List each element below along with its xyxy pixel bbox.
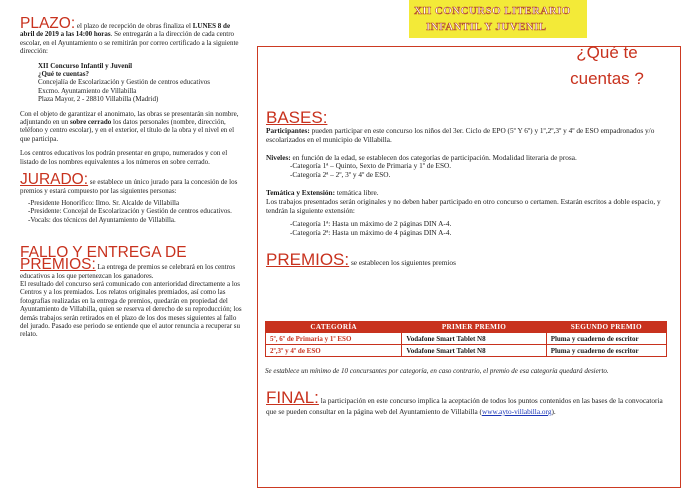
plazo-address [20, 62, 242, 104]
left-column [20, 15, 242, 339]
niveles-body: en función de la edad, se establecen dos categorías de participación. Modalidad literaria de prosa. [290, 152, 577, 162]
address-line: Excmo. Ayuntamiento de Villabilla [38, 86, 137, 95]
address-line: Concejalía de Escolarización y Gestión de centros educativos [38, 78, 211, 87]
table-cell: Vodafone Smart Tablet N8 [402, 345, 546, 357]
website-link[interactable]: www.ayto-villabilla.org [481, 407, 552, 416]
participantes-body: pueden participar en este concurso los niños del 3er. Ciclo de EPO (5º Y 6º) y 1º,2º,3º y 4º de ESO empadronados y/o escolarizados en el municipio de Villabilla. [266, 126, 655, 144]
address-line: XII Concurso Infantil y Juvenil [38, 61, 133, 70]
jurado-member: -Presidente Honorífico: Ilmo. Sr. Alcalde de Villabilla [28, 198, 180, 207]
fallo-body: El resultado del concurso será comunicado con anterioridad directamente a los Centros y a los premiados. Los relatos originales premiados, así como las fotografías realizadas en la entrega de premios, quedarán en propiedad del Ayuntamiento de Villabilla, quien se reserva el derecho de su reproducción; los demás trabajos serán retirados en el plazo de los dos meses siguientes al fallo del jurado. Pasado ese periodo se entiende que el autor renuncia a recuperar su relato. [20, 279, 242, 339]
table-cell: 2º,3º y 4º de ESO [266, 345, 402, 357]
tagline [552, 40, 662, 92]
anon-text-b: los datos personales (nombre, dirección, teléfono y centro escolar), y en el exterior, el título de la obra y el nivel en el que participa. [20, 118, 235, 143]
fallo-title-premios: PREMIOS: [20, 256, 96, 274]
premios-title: PREMIOS: [266, 249, 350, 269]
final-text: la participación en este concurso implica la aceptación de todos los puntos contenidos en las bases de la convocatoria que se pueden consultar en la página web del Ayuntamiento de Villabilla ( [266, 396, 663, 416]
header-cell: CATEGORÍA [266, 322, 402, 333]
plazo-anonymity [20, 110, 242, 144]
tematica-body: temática libre. [335, 187, 379, 197]
tematica-label: Temática y Extensión: [266, 187, 336, 197]
participantes-text [266, 127, 670, 145]
table-row [266, 345, 667, 357]
fallo-inline: La entrega de premios se celebrará en los centros educativos a los que pertenezcan los ganadores. [20, 263, 236, 280]
table-cell: Vodafone Smart Tablet N8 [402, 333, 546, 345]
jurado-title: JURADO: [20, 171, 89, 189]
header-cell: SEGUNDO PREMIO [546, 322, 666, 333]
jurado-members [20, 199, 242, 224]
extension-item: -Categoría 2ª: Hasta un máximo de 4 páginas DIN A-4. [290, 228, 452, 238]
jurado-section [20, 171, 242, 195]
tematica-rules: Los trabajos presentados serán originales y no deben haber participado en otro concurso o certamen. Estarán escritos a doble espacio, y tendrán la siguiente extensión: [266, 196, 661, 215]
final-title: FINAL: [266, 388, 319, 407]
final-end: ). [551, 407, 556, 416]
category-item: -Categoría 1ª – Quinto, Sexto de Primaria y 1º de ESO. [290, 161, 452, 171]
tagline-line-1: ¿Qué te [576, 43, 638, 62]
plazo-intro-b: . Se entregarán a la dirección de cada centro escolar, en el Ayuntamiento o se remitirán por correo certificado a la siguiente dirección: [20, 30, 239, 56]
bases-title: BASES: [266, 108, 328, 127]
jurado-intro: se establece un único jurado para la concesión de los premios y estará compuesto por las siguientes personas: [20, 178, 238, 195]
banner-line-2: INFANTIL Y JUVENIL [426, 21, 547, 33]
jurado-member: -Presidente: Concejal de Escolarización y Gestión de centros educativos. [28, 207, 232, 216]
category-item: -Categoría 2ª – 2º, 3º y 4º de ESO. [290, 170, 391, 180]
prizes-table [265, 321, 667, 357]
tagline-line-2: cuentas ? [570, 69, 644, 88]
participantes-label: Participantes: [266, 126, 310, 135]
plazo-centers: Los centros educativos los podrán presentar en grupo, numerados y con el listado de los nombres equivalentes a los números en sobre cerrado. [20, 149, 228, 166]
address-line: Plaza Mayor, 2 - 28810 Villabilla (Madrid) [38, 95, 159, 104]
fallo-section [20, 256, 242, 280]
anon-text-a: Con el objeto de garantizar el anonimato, las obras se presentarán sin nombre, adjuntando en un [20, 109, 239, 127]
extension-item: -Categoría 1ª: Hasta un máximo de 2 páginas DIN A-4. [290, 219, 452, 229]
plazo-date: LUNES 8 de abril de 2019 a las 14:00 horas [20, 22, 231, 39]
banner-line-1: XII CONCURSO LITERARIO [414, 5, 571, 17]
premios-note: Se establece un mínimo de 10 concursantes por categoría, en caso contrario, el premio de esa categoría quedará desierto. [265, 367, 609, 375]
niveles-label: Niveles: [266, 152, 291, 162]
table-cell: Pluma y cuaderno de escritor [546, 345, 666, 357]
plazo-title: PLAZO: [20, 15, 76, 32]
jurado-member: -Vocals: dos técnicos del Ayuntamiento de Villabilla. [28, 215, 176, 224]
address-line: ¿Qué te cuentas? [38, 70, 89, 79]
fallo-title: FALLO Y ENTREGA DE [20, 244, 187, 262]
prizes-header-row [266, 322, 667, 333]
bases-section [266, 108, 670, 269]
plazo-section [20, 15, 242, 56]
plazo-intro-a: el plazo de recepción de obras finaliza el [75, 22, 193, 30]
premios-intro: se establecen los siguientes premios [349, 257, 456, 267]
header-cell: PRIMER PREMIO [402, 322, 546, 333]
table-cell: 5º, 6º de Primaria y 1º ESO [266, 333, 402, 345]
table-cell: Pluma y cuaderno de escritor [546, 333, 666, 345]
final-section [266, 388, 670, 417]
anon-bold: sobre cerrado [69, 118, 112, 127]
premios-heading [266, 250, 670, 269]
table-row [266, 333, 667, 345]
